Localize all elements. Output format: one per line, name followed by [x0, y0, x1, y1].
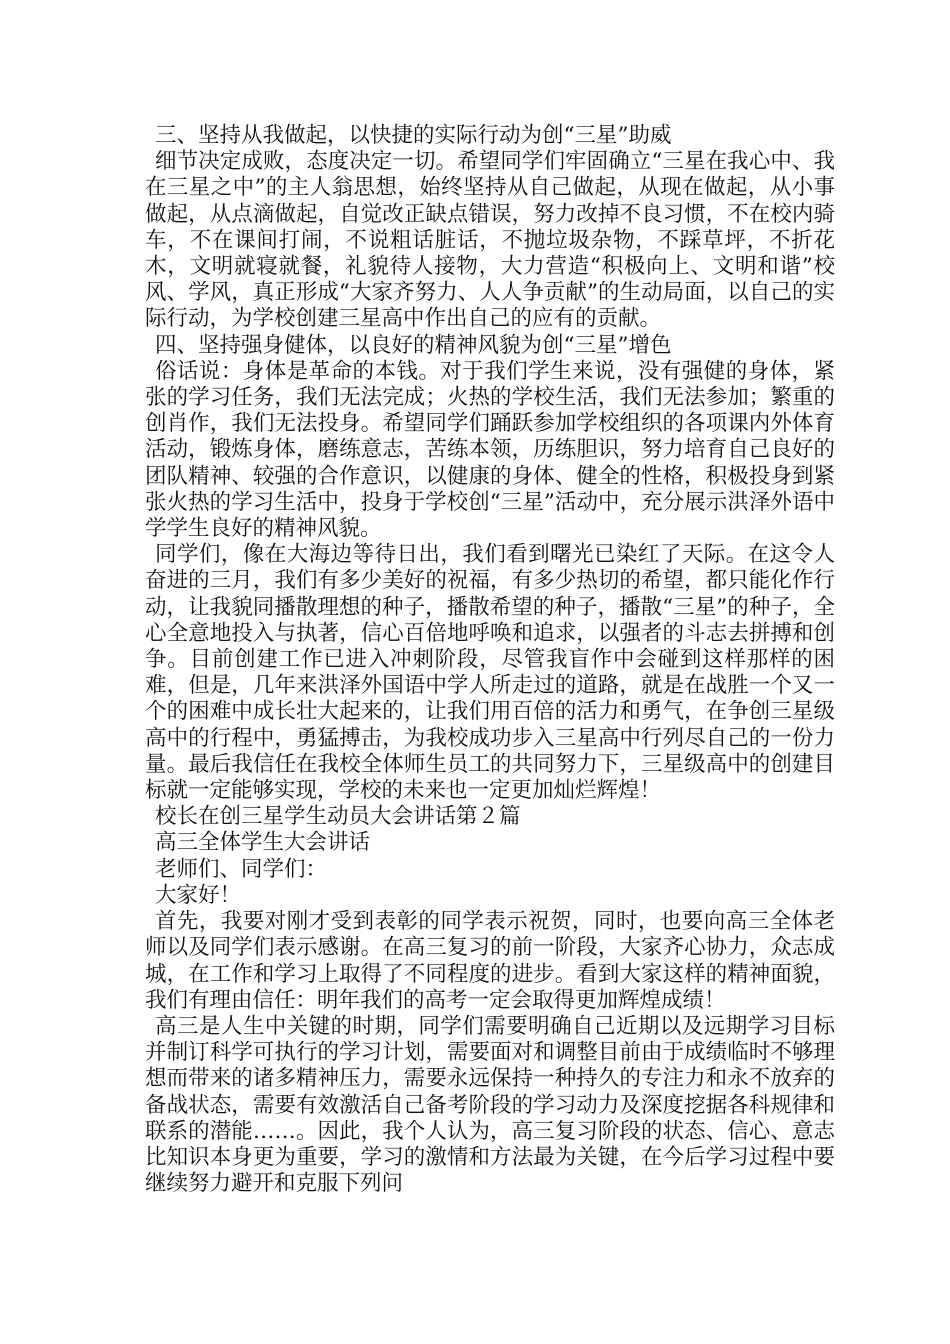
article-title: 校长在创三星学生动员大会讲话第２篇 [155, 804, 521, 830]
body-paragraph: 细节决定成败，态度决定一切。希望同学们牢固确立“三星在我心中、我在三星之中”的主人翁思想，始终坚持从自己做起，从现在做起，从小事做起，从点滴做起，自觉改正缺点错误，努力改掉不良习惯，不在校内骑车，不在课间打闹，不说粗话脏话，不抛垃圾杂物，不踩草坪，不折花木，文明就寝就餐，礼貌待人接物，大力营造“积极向上、文明和谐”校风、学风，真正形成“大家齐努力、人人争贡献”的生动局面，以自己的实际行动，为学校创建三星高中作出自己的应有的贡献。 [145, 149, 835, 332]
body-paragraph: 同学们，像在大海边等待日出，我们看到曙光已染红了天际。在这令人奋进的三月，我们有多少美好的祝福，有多少热切的希望，都只能化作行动，让我貌同播散理想的种子，播散希望的种子，播散“三星”的种子，全心全意地投入与执著，信心百倍地呼唤和追求，以强者的斗志去拼搏和创争。目前创建工作已进入冲刺阶段，尽管我盲作中会碰到这样那样的困难，但是，几年来洪泽外国语中学人所走过的道路，就是在战胜一个又一个的困难中成长壮大起来的，让我们用百倍的活力和勇气，在争创三星级高中的行程中，勇猛搏击，为我校成功步入三星高中行列尽自己的一份力量。最后我信任在我校全体师生员工的共同努力下，三星级高中的创建目标就一定能够实现，学校的未来也一定更加灿烂辉煌！ [145, 542, 835, 804]
body-paragraph: 首先，我要对刚才受到表彰的同学表示祝贺，同时，也要向高三全体老师以及同学们表示感谢。在高三复习的前一阶段，大家齐心协力，众志成城，在工作和学习上取得了不同程度的进步。看到大家这样的精神面貌，我们有理由信任：明年我们的高考一定会取得更加辉煌成绩！ [145, 909, 835, 1013]
body-paragraph: 高三是人生中关键的时期，同学们需要明确自己近期以及远期学习目标并制订科学可执行的学习计划，需要面对和调整目前由于成绩临时不够理想而带来的诸多精神压力，需要永远保持一种持久的专注力和永不放弃的备战状态，需要有效激活自己备考阶段的学习动力及深度挖据各科规律和联系的潜能……。因此，我个人认为，高三复习阶段的状态、信心、意志比知识本身更为重要，学习的激情和方法最为关键，在今后学习过程中要继续努力避开和克服下列问 [145, 1013, 835, 1197]
section-heading-4: 四、坚持强身健体，以良好的精神风貌为创“三星”增色 [155, 332, 672, 358]
speech-title: 高三全体学生大会讲话 [155, 830, 371, 856]
document-page [145, 123, 835, 1197]
salutation: 老师们、同学们： [155, 856, 328, 882]
greeting: 大家好！ [155, 882, 242, 908]
section-heading-3: 三、坚持从我做起，以快捷的实际行动为创“三星”助威 [155, 123, 672, 148]
body-paragraph: 俗话说：身体是革命的本钱。对于我们学生来说，没有强健的身体，紧张的学习任务，我们无法完成；火热的学校生活，我们无法参加；繁重的创肖作，我们无法投身。希望同学们踊跃参加学校组织的各项课内外体育活动，锻炼身体，磨练意志，苦练本领，历练胆识，努力培育自己良好的团队精神、较强的合作意识，以健康的身体、健全的性格，积极投身到紧张火热的学习生活中，投身于学校创“三星”活动中，充分展示洪泽外语中学学生良好的精神风貌。 [145, 358, 835, 542]
